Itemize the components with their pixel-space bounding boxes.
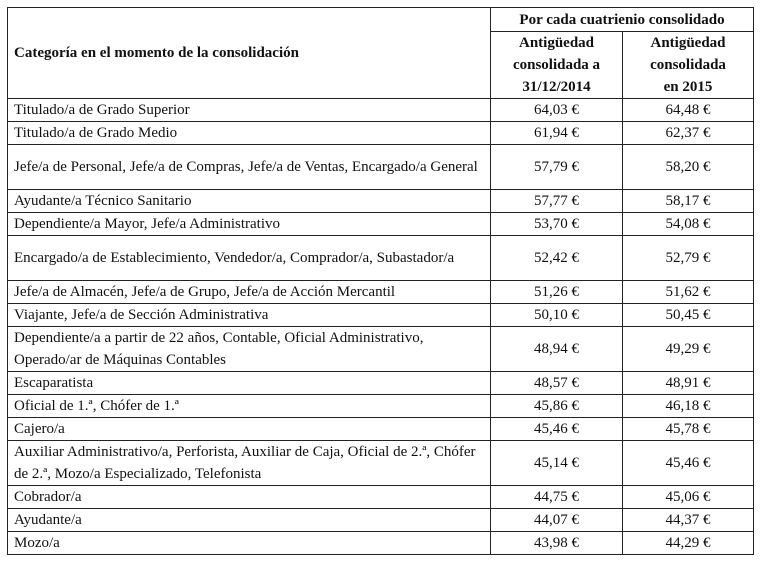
table-row	[8, 145, 754, 190]
value-2015-cell: 49,29 €	[623, 327, 754, 372]
table-row	[8, 236, 754, 281]
value-2015-cell: 44,37 €	[623, 509, 754, 532]
value-2015-cell: 45,46 €	[623, 441, 754, 486]
category-cell: Escaparatista	[8, 372, 491, 395]
table-row	[8, 304, 754, 327]
value-2015-cell: 50,45 €	[623, 304, 754, 327]
value-2015-cell: 58,17 €	[623, 190, 754, 213]
category-cell: Dependiente/a a partir de 22 años, Contable, Oficial Administrativo, Operado/ar de Máquinas Contables	[8, 327, 491, 372]
value-2015-cell: 62,37 €	[623, 122, 754, 145]
group-header: Por cada cuatrienio consolidado	[491, 8, 754, 32]
value-2015-cell: 45,78 €	[623, 418, 754, 441]
value-2014-cell: 44,07 €	[491, 509, 623, 532]
value-2015-cell: 64,48 €	[623, 99, 754, 122]
category-cell: Encargado/a de Establecimiento, Vendedor/a, Comprador/a, Subastador/a	[8, 236, 491, 281]
table-row	[8, 532, 754, 555]
category-cell: Ayudante/a	[8, 509, 491, 532]
value-2015-cell: 58,20 €	[623, 145, 754, 190]
category-cell: Ayudante/a Técnico Sanitario	[8, 190, 491, 213]
table-row	[8, 122, 754, 145]
value-2014-cell: 61,94 €	[491, 122, 623, 145]
seniority-table	[7, 7, 754, 555]
table-row	[8, 99, 754, 122]
value-2015-cell: 51,62 €	[623, 281, 754, 304]
table-row	[8, 441, 754, 486]
table-row	[8, 395, 754, 418]
value-2014-cell: 45,86 €	[491, 395, 623, 418]
table-row	[8, 372, 754, 395]
table-row	[8, 418, 754, 441]
value-2014-cell: 53,70 €	[491, 213, 623, 236]
value-2014-cell: 64,03 €	[491, 99, 623, 122]
table-row	[8, 327, 754, 372]
category-cell: Titulado/a de Grado Superior	[8, 99, 491, 122]
table-row	[8, 509, 754, 532]
value-2015-cell: 44,29 €	[623, 532, 754, 555]
table-row	[8, 486, 754, 509]
category-cell: Titulado/a de Grado Medio	[8, 122, 491, 145]
value-2014-cell: 50,10 €	[491, 304, 623, 327]
category-cell: Cajero/a	[8, 418, 491, 441]
category-cell: Dependiente/a Mayor, Jefe/a Administrativo	[8, 213, 491, 236]
category-cell: Cobrador/a	[8, 486, 491, 509]
value-2014-cell: 51,26 €	[491, 281, 623, 304]
value-2015-cell: 54,08 €	[623, 213, 754, 236]
table-row	[8, 190, 754, 213]
value-2014-cell: 48,57 €	[491, 372, 623, 395]
value-2014-cell: 57,77 €	[491, 190, 623, 213]
table-row	[8, 281, 754, 304]
value-2014-cell: 57,79 €	[491, 145, 623, 190]
value-2014-cell: 45,14 €	[491, 441, 623, 486]
category-cell: Viajante, Jefe/a de Sección Administrativa	[8, 304, 491, 327]
value-2015-cell: 46,18 €	[623, 395, 754, 418]
value-2015-cell: 48,91 €	[623, 372, 754, 395]
category-cell: Oficial de 1.ª, Chófer de 1.ª	[8, 395, 491, 418]
category-cell: Jefe/a de Almacén, Jefe/a de Grupo, Jefe/a de Acción Mercantil	[8, 281, 491, 304]
col-2015-header: Antigüedad consolidada en 2015	[623, 32, 754, 99]
category-cell: Mozo/a	[8, 532, 491, 555]
category-header: Categoría en el momento de la consolidación	[8, 8, 491, 99]
table-row	[8, 213, 754, 236]
value-2014-cell: 44,75 €	[491, 486, 623, 509]
value-2014-cell: 43,98 €	[491, 532, 623, 555]
value-2014-cell: 45,46 €	[491, 418, 623, 441]
value-2014-cell: 52,42 €	[491, 236, 623, 281]
value-2014-cell: 48,94 €	[491, 327, 623, 372]
value-2015-cell: 52,79 €	[623, 236, 754, 281]
category-cell: Jefe/a de Personal, Jefe/a de Compras, Jefe/a de Ventas, Encargado/a General	[8, 145, 491, 190]
col-2014-header: Antigüedad consolidada a 31/12/2014	[491, 32, 623, 99]
category-cell: Auxiliar Administrativo/a, Perforista, Auxiliar de Caja, Oficial de 2.ª, Chófer de 2.ª, Mozo/a Especializado, Telefonista	[8, 441, 491, 486]
value-2015-cell: 45,06 €	[623, 486, 754, 509]
